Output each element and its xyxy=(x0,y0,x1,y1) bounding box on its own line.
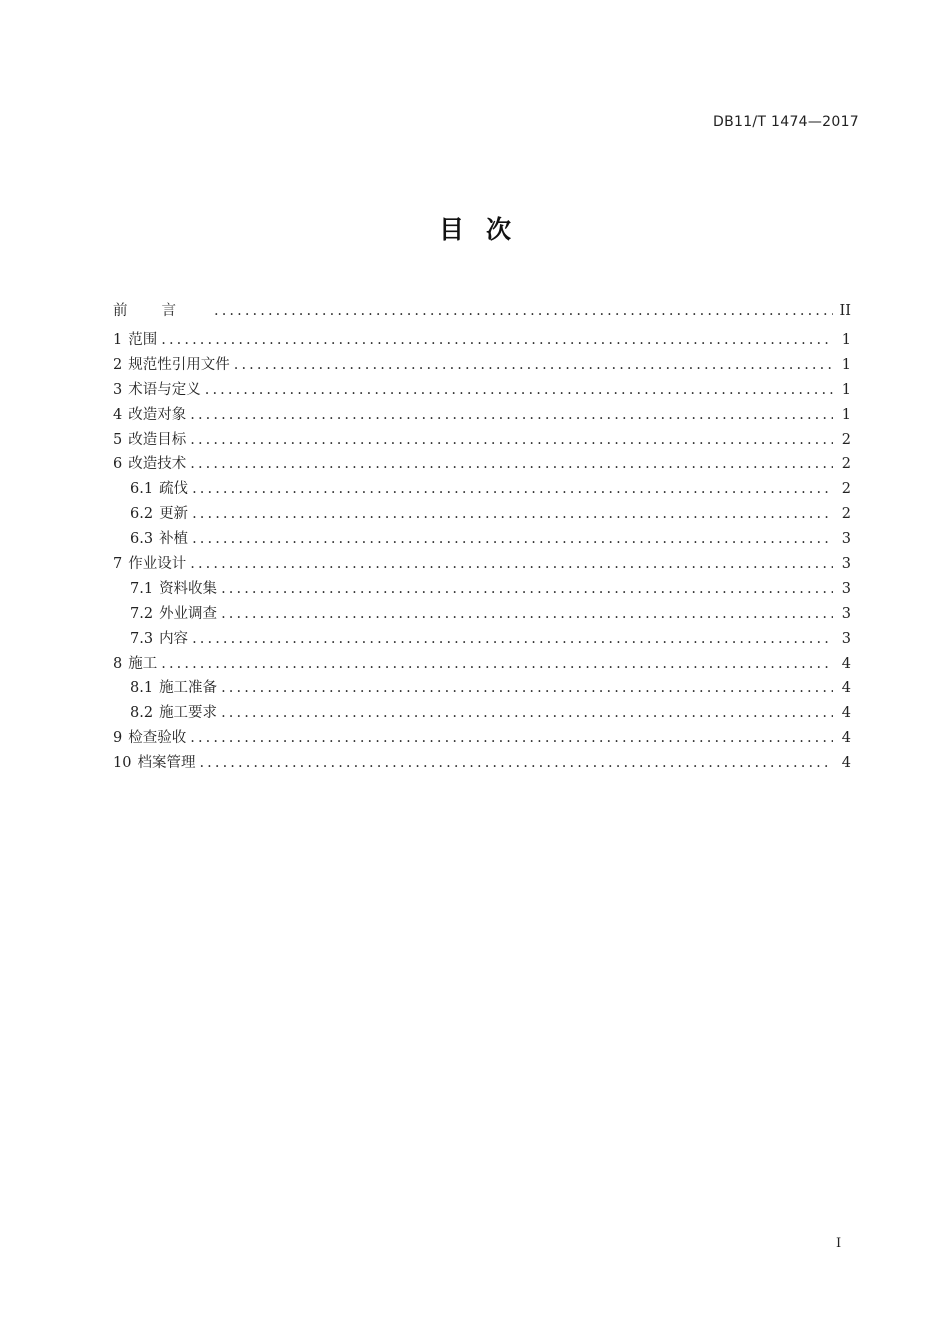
toc-entry-number: 6.1 xyxy=(130,481,154,498)
toc-dot-leader xyxy=(192,627,833,652)
toc-entry[interactable] xyxy=(113,477,851,502)
toc-dot-leader xyxy=(192,477,833,502)
toc-entry[interactable] xyxy=(113,502,851,527)
toc-entry[interactable] xyxy=(113,751,851,776)
toc-entry-page: 3 xyxy=(841,580,851,597)
table-of-contents xyxy=(113,298,851,776)
toc-dot-leader xyxy=(161,328,833,353)
toc-entry-page: 3 xyxy=(841,630,851,647)
toc-entry-title: 范围 xyxy=(128,332,158,348)
toc-dot-leader xyxy=(190,428,833,453)
toc-entry-number: 5 xyxy=(113,431,123,448)
toc-entry-page: 1 xyxy=(841,332,851,348)
toc-entry[interactable] xyxy=(113,403,851,428)
toc-entry-page: 4 xyxy=(841,705,851,722)
toc-dot-leader xyxy=(221,577,833,602)
toc-dot-leader xyxy=(161,652,833,677)
document-code: DB11/T 1474—2017 xyxy=(713,114,859,130)
toc-entry[interactable] xyxy=(113,676,851,701)
toc-entry-page: 2 xyxy=(841,431,851,448)
toc-entry-page: 3 xyxy=(841,531,851,548)
toc-dot-leader xyxy=(234,353,833,378)
toc-entry-title: 疏伐 xyxy=(159,481,189,498)
toc-entry-title: 检查验收 xyxy=(128,730,187,747)
toc-entry-page: 2 xyxy=(841,506,851,523)
toc-entry[interactable] xyxy=(113,726,851,751)
toc-dot-leader xyxy=(190,403,833,428)
toc-dot-leader xyxy=(190,552,833,577)
toc-entry-title: 改造对象 xyxy=(128,406,187,423)
toc-entry-number: 3 xyxy=(113,381,123,398)
toc-entry[interactable] xyxy=(113,527,851,552)
toc-entry-number: 7.3 xyxy=(130,630,154,647)
toc-entry-page: 1 xyxy=(841,356,851,373)
toc-entry[interactable] xyxy=(113,298,851,328)
toc-entry-title: 作业设计 xyxy=(128,556,187,573)
toc-dot-leader xyxy=(221,676,833,701)
page-number: I xyxy=(836,1236,842,1251)
toc-entry-number: 6.2 xyxy=(130,506,154,523)
toc-entry-number: 6 xyxy=(113,456,123,473)
toc-dot-leader xyxy=(190,726,833,751)
toc-entry-title: 资料收集 xyxy=(159,580,218,597)
toc-entry-title: 规范性引用文件 xyxy=(128,356,230,373)
toc-dot-leader xyxy=(199,751,833,776)
toc-entry[interactable] xyxy=(113,428,851,453)
toc-entry-title: 外业调查 xyxy=(159,605,218,622)
toc-entry-page: 2 xyxy=(841,456,851,473)
toc-entry-number: 9 xyxy=(113,730,123,747)
toc-entry-title: 施工要求 xyxy=(159,705,218,722)
toc-entry-number: 8.2 xyxy=(130,705,154,722)
toc-entry-title: 档案管理 xyxy=(137,755,196,772)
toc-entry[interactable] xyxy=(113,328,851,353)
toc-entry[interactable] xyxy=(113,353,851,378)
toc-entry-page: 2 xyxy=(841,481,851,498)
toc-dot-leader xyxy=(205,378,833,403)
toc-entry-number: 4 xyxy=(113,406,123,423)
toc-dot-leader xyxy=(221,701,833,726)
toc-entry[interactable] xyxy=(113,452,851,477)
toc-entry-number: 2 xyxy=(113,356,123,373)
toc-entry-title: 更新 xyxy=(159,506,189,523)
toc-dot-leader xyxy=(221,602,833,627)
toc-entry-number: 7.1 xyxy=(130,580,154,597)
toc-entry-title: 施工准备 xyxy=(159,680,218,697)
toc-entry-page: 4 xyxy=(841,680,851,697)
toc-entry-page: 3 xyxy=(841,556,851,573)
toc-entry[interactable] xyxy=(113,577,851,602)
toc-dot-leader xyxy=(192,527,833,552)
toc-entry-number: 8.1 xyxy=(130,680,154,697)
toc-entry[interactable] xyxy=(113,602,851,627)
toc-entry-page: 1 xyxy=(841,381,851,398)
toc-entry-page: 4 xyxy=(841,755,851,772)
toc-dot-leader xyxy=(192,502,833,527)
toc-entry-number: 6.3 xyxy=(130,531,154,548)
toc-entry[interactable] xyxy=(113,552,851,577)
toc-entry[interactable] xyxy=(113,378,851,403)
toc-entry[interactable] xyxy=(113,627,851,652)
toc-entry-number: 8 xyxy=(113,655,123,672)
toc-entry[interactable] xyxy=(113,652,851,677)
toc-entry-page: 3 xyxy=(841,605,851,622)
toc-entry-number: 7.2 xyxy=(130,605,154,622)
toc-entry-page: 4 xyxy=(841,730,851,747)
toc-dot-leader xyxy=(214,298,833,324)
toc-dot-leader xyxy=(190,452,833,477)
toc-entry-number: 7 xyxy=(113,556,123,573)
toc-entry-title: 前言 xyxy=(113,303,210,319)
toc-entry-title: 术语与定义 xyxy=(128,381,201,398)
toc-entry-page: 1 xyxy=(841,406,851,423)
toc-entry-page: II xyxy=(839,303,851,319)
toc-title: 目次 xyxy=(438,215,533,244)
toc-entry-page: 4 xyxy=(841,655,851,672)
toc-entry-title: 补植 xyxy=(159,531,189,548)
toc-entry-title: 改造技术 xyxy=(128,456,187,473)
toc-entry[interactable] xyxy=(113,701,851,726)
toc-entry-title: 内容 xyxy=(159,630,189,647)
toc-entry-number: 1 xyxy=(113,332,123,348)
toc-entry-number: 10 xyxy=(113,755,132,772)
toc-entry-title: 改造目标 xyxy=(128,431,187,448)
toc-entry-title: 施工 xyxy=(128,655,158,672)
